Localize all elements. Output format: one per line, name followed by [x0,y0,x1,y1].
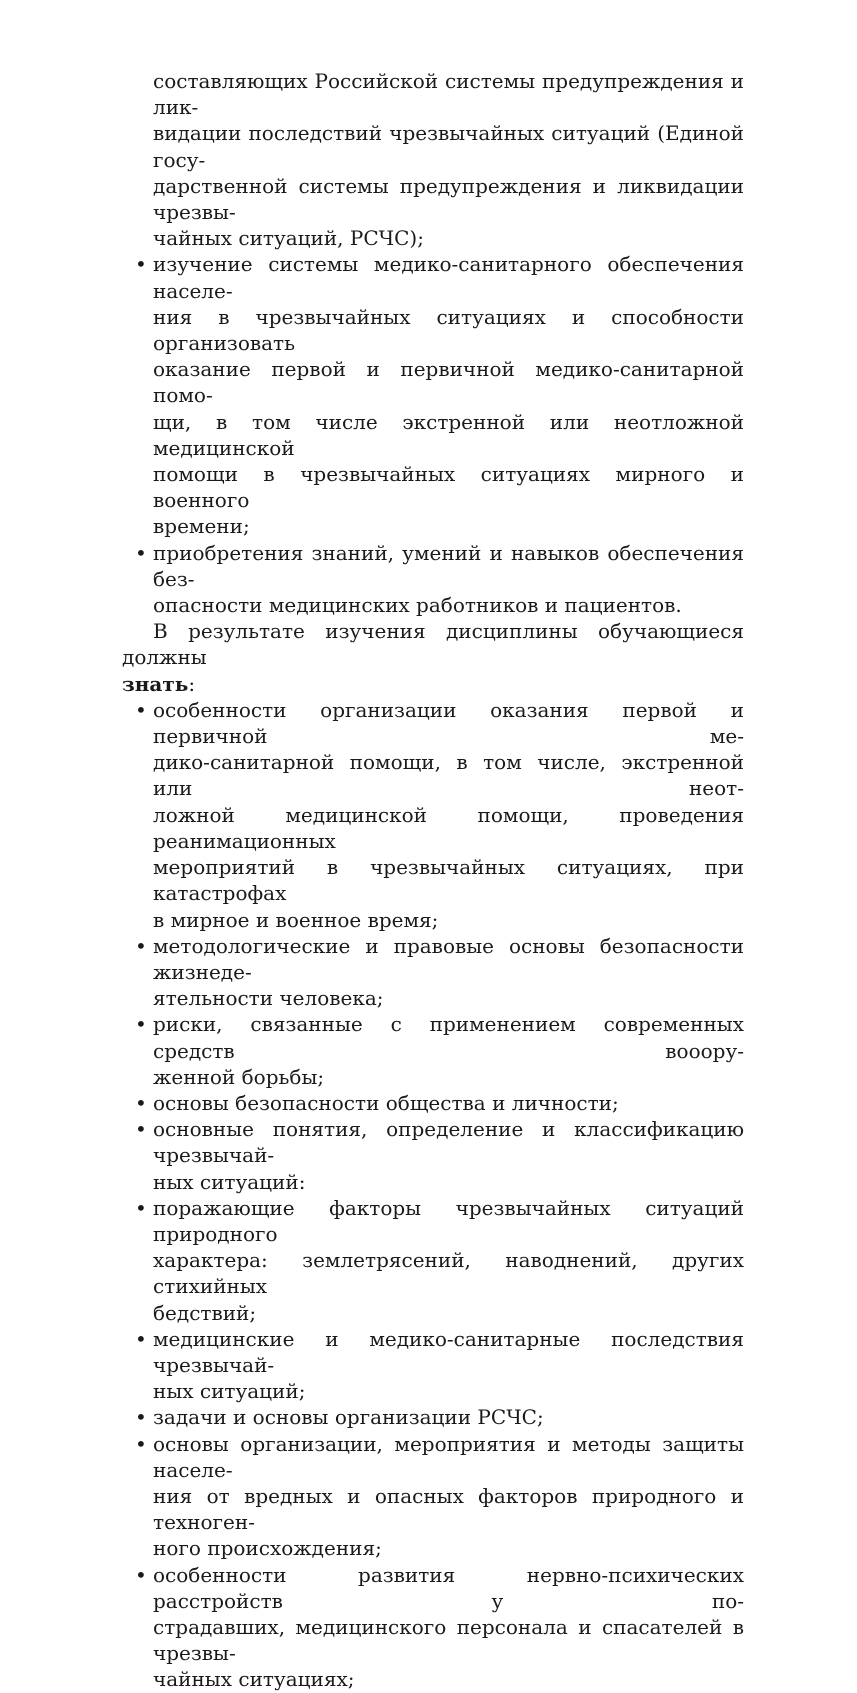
list-item [122,540,744,619]
list-item [122,697,744,933]
text-line: мероприятий в чрезвычайных ситуациях, при катастрофах [153,855,744,906]
text-line: времени; [153,514,250,539]
result-paragraph [122,618,744,670]
goals-list [122,251,744,618]
text-line: основные понятия, определение и классификацию чрезвычай- [153,1117,744,1168]
bullet-icon: • [135,933,147,958]
text-line: составляющих Российской системы предупреждения и лик- [153,69,744,120]
list-item [122,1326,744,1405]
text-line: дико-санитарной помощи, в том числе, экстренной или неот- [153,750,744,801]
text-line: ложной медицинской помощи, проведения реанимационных [153,802,744,853]
text-line: особенности развития нервно-психических расстройств у по- [153,1562,744,1613]
bullet-icon: • [135,697,147,722]
bullet-icon: • [135,1431,147,1456]
text-line: чайных ситуаций, РСЧС); [153,226,424,251]
text-line: В результате изучения дисциплины обучающиеся должны [122,619,744,670]
text-line: страдавших, медицинского персонала и спасателей в чрезвы- [153,1614,744,1666]
bullet-icon: • [135,1562,147,1587]
text-line: бедствий; [153,1300,257,1325]
list-item [122,251,744,539]
intro-continuation [122,68,744,251]
text-line: основы организации, мероприятия и методы защиты населе- [153,1431,744,1482]
text-line: ных ситуаций: [153,1169,306,1194]
know-heading: знать [122,671,189,696]
result-paragraph-end [122,671,744,697]
list-item [122,1011,744,1090]
bullet-icon: • [135,1405,147,1430]
text-line: ятельности человека; [153,986,384,1011]
text-line: основы безопасности общества и личности; [153,1090,619,1115]
bullet-icon: • [135,1090,147,1115]
document-page [122,68,744,1693]
text-line: особенности организации оказания первой и первичной ме- [153,697,744,749]
bullet-icon: • [135,1195,147,1220]
text-line: ния от вредных и опасных факторов природного и техноген- [153,1483,744,1535]
bullet-icon: • [135,1326,147,1351]
text-line: риски, связанные с применением современных средств вооору- [153,1012,744,1063]
text-line: дарственной системы предупреждения и ликвидации чрезвы- [153,173,744,225]
bullet-icon: • [135,1012,147,1037]
know-list [122,697,744,1693]
list-item [122,1562,744,1693]
text-line: помощи в чрезвычайных ситуациях мирного и военного [153,462,744,513]
text-line: методологические и правовые основы безопасности жизнеде- [153,933,744,984]
bullet-icon: • [135,1117,147,1142]
text-line: ных ситуаций; [153,1379,306,1404]
list-item [122,1090,744,1116]
text-line: задачи и основы организации РСЧС; [153,1405,544,1430]
colon: : [188,671,196,696]
bullet-icon: • [135,540,147,565]
list-item [122,933,744,1012]
bullet-icon: • [135,252,147,277]
text-line: медицинские и медико-санитарные последствия чрезвычай- [153,1326,744,1377]
list-item [122,1195,744,1326]
list-item [122,1116,744,1195]
list-item [122,1431,744,1562]
text-line: оказание первой и первичной медико-санитарной помо- [153,357,744,408]
text-line: видации последствий чрезвычайных ситуаций (Единой госу- [153,121,744,172]
text-line: характера: землетрясений, наводнений, других стихийных [153,1248,744,1299]
text-line: женной борьбы; [153,1064,325,1089]
text-line: поражающие факторы чрезвычайных ситуаций природного [153,1195,744,1246]
text-line: опасности медицинских работников и пациентов. [153,593,682,618]
text-line: в мирное и военное время; [153,907,439,932]
text-line: ния в чрезвычайных ситуациях и способности организовать [153,304,744,356]
list-item [122,1404,744,1430]
text-line: приобретения знаний, умений и навыков обеспечения без- [153,540,744,591]
text-line: изучение системы медико-санитарного обеспечения населе- [153,252,744,303]
text-line: чайных ситуациях; [153,1667,355,1692]
text-line: ного происхождения; [153,1536,382,1561]
text-line: щи, в том числе экстренной или неотложной медицинской [153,409,744,460]
